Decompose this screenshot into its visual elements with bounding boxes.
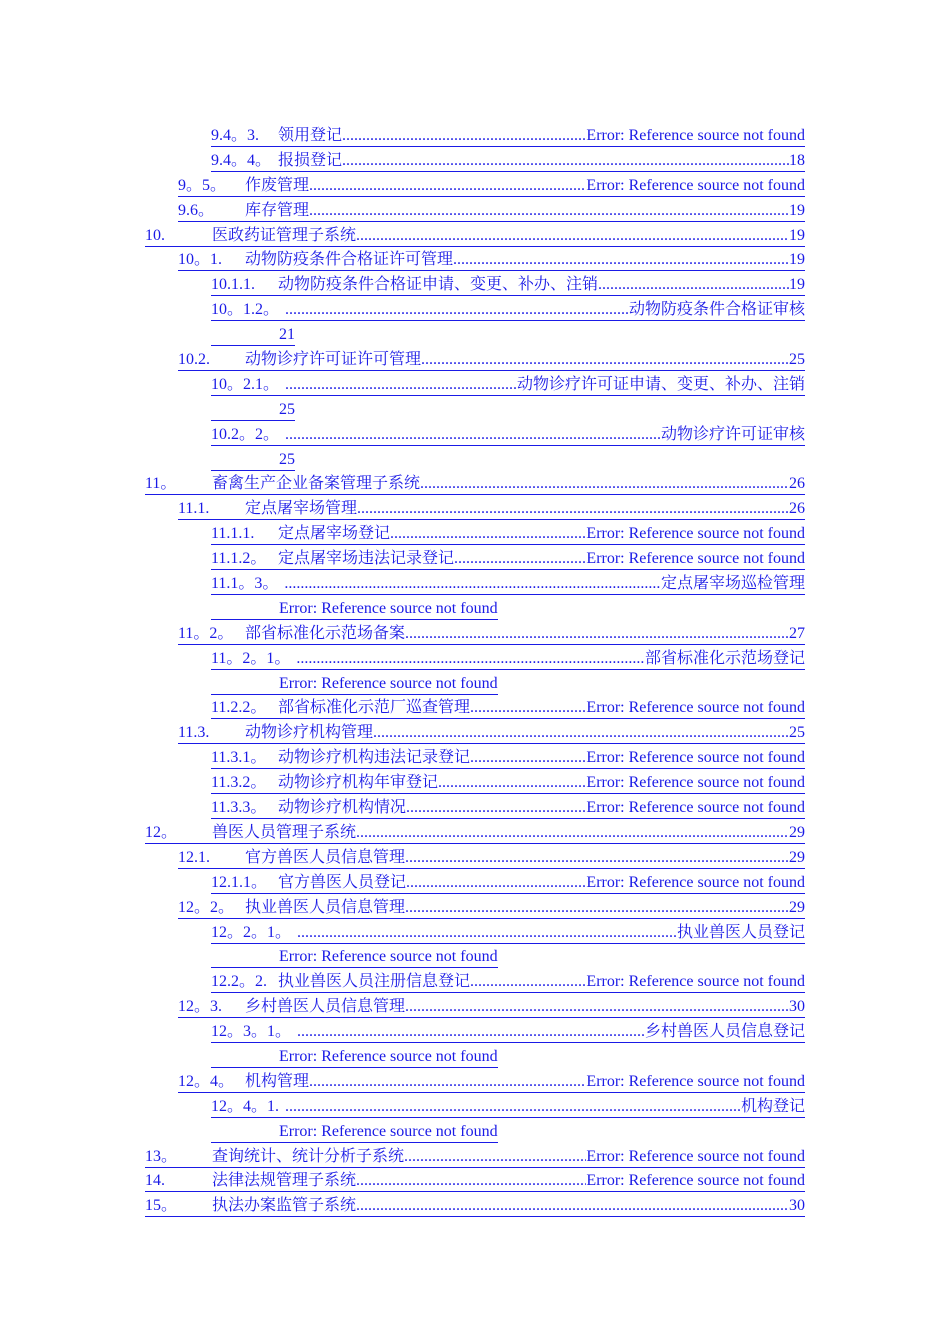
toc-entry-page: Error: Reference source not found bbox=[586, 1072, 805, 1090]
toc-entry-number: 11.3. bbox=[178, 724, 210, 742]
toc-entry-title: 部省标准化示范场备案 bbox=[245, 624, 406, 642]
toc-entry-number: 10.2。2。 bbox=[211, 425, 280, 443]
toc-entry-number: 12。2。1。 bbox=[211, 923, 292, 941]
toc-entry[interactable] bbox=[0, 1070, 950, 1095]
toc-entry-title: 兽医人员管理子系统 bbox=[212, 823, 357, 841]
toc-entry-title: 查询统计、统计分析子系统 bbox=[212, 1147, 405, 1165]
toc-entry-page: 29 bbox=[789, 848, 805, 866]
toc-entry-number: 10。1. bbox=[178, 251, 223, 269]
toc-entry-title: 报损登记 bbox=[278, 151, 343, 169]
toc-entry-number: 11。2。 bbox=[178, 624, 234, 642]
toc-entry-number: 11.1。3。 bbox=[211, 575, 279, 593]
toc-entry-title: 执业兽医人员信息管理 bbox=[245, 898, 406, 916]
toc-entry-title: 库存管理 bbox=[245, 201, 310, 219]
toc-entry-page: 21 bbox=[279, 326, 295, 344]
toc-entry-title: 医政药证管理子系统 bbox=[212, 226, 357, 244]
toc-entry-page: 19 bbox=[789, 226, 805, 244]
toc-leader-dots bbox=[405, 997, 789, 1017]
toc-entry[interactable] bbox=[0, 124, 950, 149]
toc-entry-page: Error: Reference source not found bbox=[586, 1147, 805, 1165]
toc-entry[interactable] bbox=[0, 647, 950, 672]
toc-entry-page: 30 bbox=[789, 1197, 805, 1215]
toc-entry-title: 执法办案监管子系统 bbox=[212, 1197, 357, 1215]
toc-leader-dots bbox=[342, 126, 586, 146]
toc-entry[interactable] bbox=[0, 199, 950, 224]
toc-leader-dots bbox=[598, 275, 789, 295]
toc-entry-number: 11.3.2。 bbox=[211, 774, 267, 792]
toc-entry[interactable] bbox=[0, 472, 950, 497]
toc-entry-number: 11。 bbox=[145, 475, 177, 493]
toc-entry-page: 29 bbox=[789, 898, 805, 916]
toc-entry[interactable] bbox=[0, 970, 950, 995]
toc-entry-page: Error: Reference source not found bbox=[279, 599, 498, 617]
toc-leader-dots bbox=[296, 649, 645, 669]
toc-entry[interactable] bbox=[0, 298, 950, 323]
toc-entry-page: Error: Reference source not found bbox=[586, 550, 805, 568]
toc-entry[interactable] bbox=[0, 821, 950, 846]
toc-leader-dots bbox=[297, 923, 677, 943]
toc-entry-page: 19 bbox=[789, 251, 805, 269]
toc-entry-continuation[interactable] bbox=[0, 1045, 950, 1070]
toc-entry-number: 15。 bbox=[145, 1197, 178, 1215]
toc-entry[interactable] bbox=[0, 497, 950, 522]
toc-entry[interactable] bbox=[0, 696, 950, 721]
toc-entry[interactable] bbox=[0, 771, 950, 796]
toc-entry-number: 9。5。 bbox=[178, 176, 227, 194]
toc-entry-number: 12。2。 bbox=[178, 898, 235, 916]
toc-leader-dots bbox=[309, 201, 789, 221]
toc-entry-continuation[interactable] bbox=[0, 448, 950, 473]
toc-entry-title: 部省标准化示范厂巡查管理 bbox=[278, 699, 471, 717]
toc-entry-page: 27 bbox=[789, 624, 805, 642]
toc-entry[interactable] bbox=[0, 896, 950, 921]
toc-entry-number: 10.1.1. bbox=[211, 276, 255, 294]
toc-leader-dots bbox=[470, 748, 586, 768]
toc-entry-number: 12.1. bbox=[178, 848, 210, 866]
toc-leader-dots bbox=[454, 549, 586, 569]
toc-leader-dots bbox=[309, 176, 586, 196]
toc-entry-title: 动物诊疗机构管理 bbox=[245, 724, 374, 742]
toc-entry[interactable] bbox=[0, 1194, 950, 1219]
toc-entry-title: 官方兽医人员登记 bbox=[278, 873, 407, 891]
toc-entry-page: 18 bbox=[789, 151, 805, 169]
toc-entry-number: 11.1.2。 bbox=[211, 550, 267, 568]
toc-leader-dots bbox=[453, 250, 789, 270]
toc-entry-continuation[interactable] bbox=[0, 672, 950, 697]
toc-entry-number: 11.1.1. bbox=[211, 525, 255, 543]
toc-entry-page: Error: Reference source not found bbox=[279, 1122, 498, 1140]
toc-entry[interactable] bbox=[0, 572, 950, 597]
toc-leader-dots bbox=[405, 848, 789, 868]
toc-entry-number: 12。4。1. bbox=[211, 1097, 280, 1115]
toc-entry-number: 9.4。4。 bbox=[211, 151, 272, 169]
toc-entry[interactable] bbox=[0, 871, 950, 896]
toc-entry-page: Error: Reference source not found bbox=[586, 774, 805, 792]
toc-entry-number: 11.3.3。 bbox=[211, 799, 267, 817]
toc-entry-number: 12。 bbox=[145, 823, 178, 841]
toc-entry-page: Error: Reference source not found bbox=[586, 176, 805, 194]
toc-entry-title: 动物防疫条件合格证申请、变更、补办、注销 bbox=[278, 276, 599, 294]
toc-entry[interactable] bbox=[0, 995, 950, 1020]
toc-leader-dots bbox=[420, 474, 789, 494]
toc-entry-number: 10。2.1。 bbox=[211, 375, 280, 393]
toc-entry-page: Error: Reference source not found bbox=[279, 674, 498, 692]
toc-entry[interactable] bbox=[0, 1145, 950, 1170]
toc-entry-number: 12。4。 bbox=[178, 1072, 235, 1090]
toc-entry-page: 25 bbox=[789, 351, 805, 369]
toc-entry[interactable] bbox=[0, 1095, 950, 1120]
toc-entry-title: 部省标准化示范场登记 bbox=[644, 649, 805, 667]
toc-entry-page: Error: Reference source not found bbox=[586, 799, 805, 817]
toc-entry-title: 动物防疫条件合格证审核 bbox=[628, 301, 805, 319]
toc-entry-number: 11.1. bbox=[178, 500, 210, 518]
toc-entry-number: 9.4。3. bbox=[211, 127, 260, 144]
toc-entry-title: 动物诊疗机构违法记录登记 bbox=[278, 749, 471, 767]
toc-entry-page: Error: Reference source not found bbox=[586, 973, 805, 991]
toc-entry-page: 25 bbox=[789, 724, 805, 742]
toc-entry-title: 机构管理 bbox=[245, 1072, 310, 1090]
toc-entry-title: 定点屠宰场登记 bbox=[278, 525, 391, 543]
toc-leader-dots bbox=[285, 425, 661, 445]
toc-entry-title: 动物诊疗许可证审核 bbox=[660, 425, 805, 443]
table-of-contents bbox=[0, 124, 950, 1219]
toc-leader-dots bbox=[404, 1147, 586, 1167]
toc-entry-page: 29 bbox=[789, 823, 805, 841]
toc-leader-dots bbox=[405, 898, 789, 918]
toc-leader-dots bbox=[356, 226, 789, 246]
toc-entry-continuation[interactable] bbox=[0, 1120, 950, 1145]
toc-entry[interactable] bbox=[0, 348, 950, 373]
toc-entry[interactable] bbox=[0, 746, 950, 771]
toc-entry-title: 定点屠宰场巡检管理 bbox=[660, 575, 805, 593]
toc-entry-title: 作废管理 bbox=[245, 176, 310, 194]
toc-entry[interactable] bbox=[0, 224, 950, 249]
toc-leader-dots bbox=[421, 350, 789, 370]
toc-entry-title: 定点屠宰场违法记录登记 bbox=[278, 550, 455, 568]
toc-entry[interactable] bbox=[0, 622, 950, 647]
toc-entry-page: Error: Reference source not found bbox=[586, 749, 805, 767]
toc-entry-page: Error: Reference source not found bbox=[586, 873, 805, 891]
toc-entry-title: 畜禽生产企业备案管理子系统 bbox=[212, 475, 421, 493]
toc-leader-dots bbox=[285, 1097, 741, 1117]
toc-entry-title: 执业兽医人员注册信息登记 bbox=[278, 973, 471, 991]
toc-entry-page: 30 bbox=[789, 998, 805, 1016]
toc-entry[interactable] bbox=[0, 1169, 950, 1194]
toc-entry-page: 25 bbox=[279, 450, 295, 468]
toc-entry-title: 动物诊疗许可证申请、变更、补办、注销 bbox=[516, 375, 805, 393]
toc-entry[interactable] bbox=[0, 149, 950, 174]
toc-entry[interactable] bbox=[0, 248, 950, 273]
toc-leader-dots bbox=[284, 574, 661, 594]
toc-leader-dots bbox=[406, 798, 586, 818]
toc-entry-number: 12。3. bbox=[178, 998, 223, 1016]
toc-entry[interactable] bbox=[0, 721, 950, 746]
toc-entry-page: Error: Reference source not found bbox=[279, 1047, 498, 1065]
toc-leader-dots bbox=[406, 873, 586, 893]
toc-entry-page: Error: Reference source not found bbox=[586, 699, 805, 717]
toc-entry-continuation[interactable] bbox=[0, 398, 950, 423]
toc-leader-dots bbox=[285, 300, 629, 320]
toc-entry-page: Error: Reference source not found bbox=[279, 948, 498, 966]
toc-entry-continuation[interactable] bbox=[0, 945, 950, 970]
toc-entry[interactable] bbox=[0, 423, 950, 448]
toc-leader-dots bbox=[373, 723, 789, 743]
toc-entry[interactable] bbox=[0, 174, 950, 199]
toc-leader-dots bbox=[356, 1196, 789, 1216]
toc-entry-title: 领用登记 bbox=[278, 127, 343, 144]
toc-entry-continuation[interactable] bbox=[0, 597, 950, 622]
toc-leader-dots bbox=[390, 524, 586, 544]
toc-leader-dots bbox=[470, 972, 586, 992]
toc-leader-dots bbox=[356, 1171, 586, 1191]
toc-entry-page: 19 bbox=[789, 201, 805, 219]
toc-entry-title: 乡村兽医人员信息管理 bbox=[245, 998, 406, 1016]
toc-entry-title: 定点屠宰场管理 bbox=[245, 500, 358, 518]
toc-entry-title: 动物诊疗许可证许可管理 bbox=[245, 351, 422, 369]
toc-entry-title: 执业兽医人员登记 bbox=[676, 923, 805, 941]
toc-entry-number: 13。 bbox=[145, 1147, 178, 1165]
toc-entry-title: 动物防疫条件合格证许可管理 bbox=[245, 251, 454, 269]
toc-entry-number: 12。3。1。 bbox=[211, 1023, 292, 1041]
toc-entry-page: 26 bbox=[789, 475, 805, 493]
toc-entry[interactable] bbox=[0, 373, 950, 398]
toc-entry[interactable] bbox=[0, 522, 950, 547]
toc-entry-title: 动物诊疗机构情况 bbox=[278, 799, 407, 817]
toc-entry[interactable] bbox=[0, 846, 950, 871]
toc-entry-number: 14. bbox=[145, 1172, 165, 1190]
toc-entry-number: 10. bbox=[145, 226, 165, 244]
toc-leader-dots bbox=[357, 499, 789, 519]
toc-entry[interactable] bbox=[0, 273, 950, 298]
toc-entry-number: 10.2. bbox=[178, 351, 210, 369]
toc-entry-title: 官方兽医人员信息管理 bbox=[245, 848, 406, 866]
toc-entry-page: Error: Reference source not found bbox=[586, 1172, 805, 1190]
toc-entry-page: 26 bbox=[789, 500, 805, 518]
toc-entry-page: Error: Reference source not found bbox=[586, 525, 805, 543]
toc-entry[interactable] bbox=[0, 921, 950, 946]
toc-entry-number: 12.1.1。 bbox=[211, 873, 268, 891]
toc-leader-dots bbox=[309, 1072, 586, 1092]
toc-entry-number: 10。1.2。 bbox=[211, 301, 280, 319]
toc-entry-title: 乡村兽医人员信息登记 bbox=[644, 1023, 805, 1041]
toc-entry-page: 19 bbox=[789, 276, 805, 294]
toc-entry-page: Error: Reference source not found bbox=[586, 127, 805, 144]
toc-leader-dots bbox=[356, 823, 789, 843]
toc-entry-number: 12.2。2. bbox=[211, 973, 268, 991]
toc-entry-number: 11.2.2。 bbox=[211, 699, 267, 717]
toc-entry-page: 25 bbox=[279, 400, 295, 418]
toc-entry-title: 法律法规管理子系统 bbox=[212, 1172, 357, 1190]
toc-entry-number: 9.6。 bbox=[178, 201, 215, 219]
toc-leader-dots bbox=[342, 151, 789, 171]
toc-entry[interactable] bbox=[0, 547, 950, 572]
toc-entry-continuation[interactable] bbox=[0, 323, 950, 348]
toc-entry-number: 11。2。1。 bbox=[211, 649, 291, 667]
toc-entry-number: 11.3.1。 bbox=[211, 749, 267, 767]
toc-leader-dots bbox=[297, 1022, 645, 1042]
toc-leader-dots bbox=[405, 624, 789, 644]
toc-entry[interactable] bbox=[0, 796, 950, 821]
toc-entry-title: 机构登记 bbox=[740, 1097, 805, 1115]
toc-entry[interactable] bbox=[0, 1020, 950, 1045]
toc-leader-dots bbox=[285, 375, 517, 395]
toc-entry-title: 动物诊疗机构年审登记 bbox=[278, 774, 439, 792]
toc-leader-dots bbox=[470, 698, 586, 718]
toc-leader-dots bbox=[438, 773, 586, 793]
